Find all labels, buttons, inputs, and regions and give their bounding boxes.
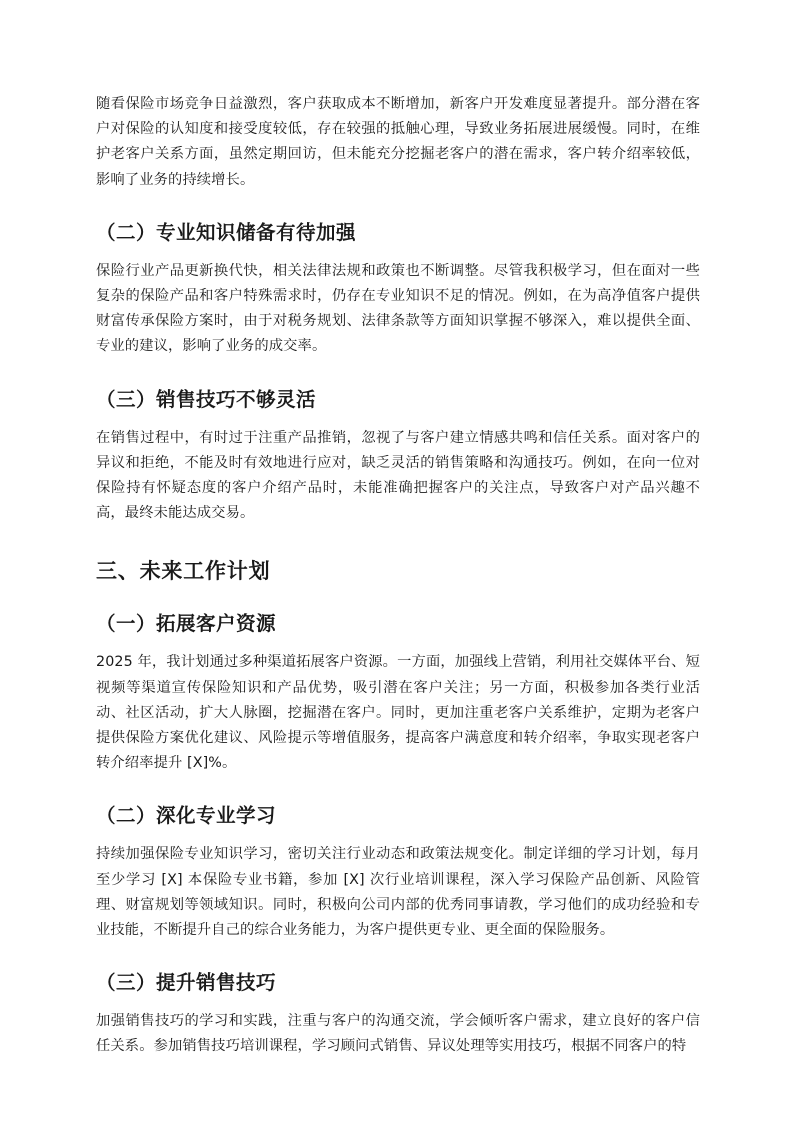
paragraph-sales-skills: 在销售过程中，有时过于注重产品推销，忽视了与客户建立情感共鸣和信任关系。面对客户的异议和拒绝，不能及时有效地进行应对，缺乏灵活的销售策略和沟通技巧。例如，在向一位对保险持有怀疑态度的客户介绍产品时，未能准确把握客户的关注点，导致客户对产品兴趣不高，最终未能达成交易。 <box>96 429 700 522</box>
paragraph-expand-customers: 2025 年，我计划通过多种渠道拓展客户资源。一方面，加强线上营销，利用社交媒体平台、短视频等渠道宣传保险知识和产品优势，吸引潜在客户关注；另一方面，积极参加各类行业活动、社区活动，扩大人脉圈，挖掘潜在客户。同时，更加注重老客户关系维护，定期为老客户提供保险方案优化建议、风险提示等增值服务，提高客户满意度和转介绍率，争取实现老客户转介绍率提升 [X]%。 <box>96 654 700 772</box>
heading-deepen-learning: （二）深化专业学习 <box>96 804 277 828</box>
paragraph-customer-challenges: 随看保险市场竞争日益激烈，客户获取成本不断增加，新客户开发难度显著提升。部分潜在客户对保险的认知度和接受度较低，存在较强的抵触心理，导致业务拓展进展缓慢。同时，在维护老客户关系方面，虽然定期回访，但未能充分挖掘老客户的潜在需求，客户转介绍率较低，影响了业务的持续增长。 <box>96 96 700 188</box>
heading-improve-sales: （三）提升销售技巧 <box>96 971 277 995</box>
heading-sales-skills: （三）销售技巧不够灵活 <box>96 387 317 411</box>
section-title-future-plan: 三、未来工作计划 <box>96 559 271 584</box>
heading-expand-customers: （一）拓展客户资源 <box>96 612 277 636</box>
paragraph-improve-sales: 加强销售技巧的学习和实践，注重与客户的沟通交流，学会倾听客户需求，建立良好的客户信任关系。参加销售技巧培训课程，学习顾问式销售、异议处理等实用技巧，根据不同客户的特 <box>96 1013 700 1055</box>
paragraph-deepen-learning: 持续加强保险专业知识学习，密切关注行业动态和政策法规变化。制定详细的学习计划，每月至少学习 [X] 本保险专业书籍，参加 [X] 次行业培训课程，深入学习保险产品创新、风险管理、财富规划等领域知识。同时，积极向公司内部的优秀同事请教，学习他们的成功经验和专业技能，不断提升自己的综合业务能力，为客户提供更专业、更全面的保险服务。 <box>96 846 700 939</box>
document-page <box>96 92 700 1060</box>
paragraph-professional-knowledge: 保险行业产品更新换代快，相关法律法规和政策也不断调整。尽管我积极学习，但在面对一些复杂的保险产品和客户特殊需求时，仍存在专业知识不足的情况。例如，在为高净值客户提供财富传承保险方案时，由于对税务规划、法律条款等方面知识掌握不够深入，难以提供全面、专业的建议，影响了业务的成交率。 <box>96 262 700 355</box>
heading-professional-knowledge: （二）专业知识储备有待加强 <box>96 220 357 244</box>
